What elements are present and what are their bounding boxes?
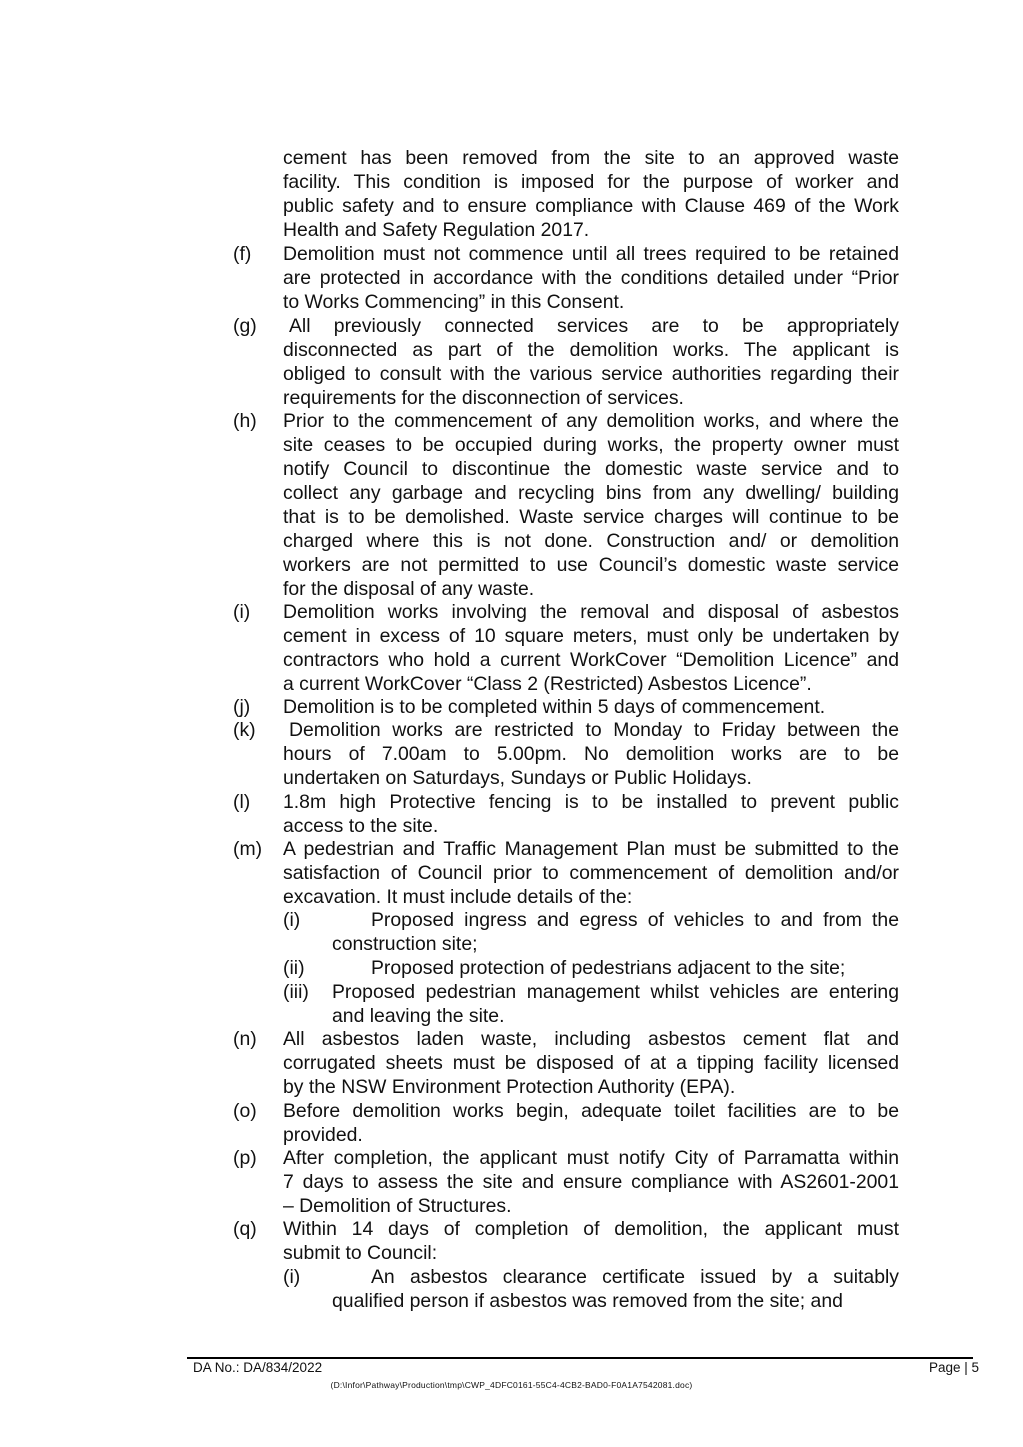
sub-item-label: (i) bbox=[283, 909, 301, 931]
condition-line: corrugated sheets must be disposed of at a tipping facility licensed bbox=[283, 1052, 899, 1074]
sub-item-label: (i) bbox=[283, 1266, 301, 1288]
condition-label: (k) bbox=[233, 719, 256, 741]
condition-line: All previously connected services are to be appropriately bbox=[289, 315, 899, 337]
condition-label: (q) bbox=[233, 1218, 257, 1240]
condition-line: charged where this is not done. Construction and/ or demolition bbox=[283, 530, 899, 552]
condition-line: Demolition works are restricted to Monday to Friday between the bbox=[289, 719, 899, 741]
condition-line: disconnected as part of the demolition works. The applicant is bbox=[283, 339, 899, 361]
sub-item-line: construction site; bbox=[332, 933, 478, 955]
condition-line: cement in excess of 10 square meters, must only be undertaken by bbox=[283, 625, 899, 647]
sub-item-line: Proposed ingress and egress of vehicles to and from the bbox=[371, 909, 899, 931]
condition-line: provided. bbox=[283, 1124, 363, 1146]
footer-page-number: Page | 5 bbox=[928, 1360, 979, 1375]
condition-line: site ceases to be occupied during works, the property owner must bbox=[283, 434, 899, 456]
sub-item-line: Proposed pedestrian management whilst vehicles are entering bbox=[332, 981, 899, 1003]
condition-line: All asbestos laden waste, including asbestos cement flat and bbox=[283, 1028, 899, 1050]
condition-label: (m) bbox=[233, 838, 263, 860]
condition-label: (o) bbox=[233, 1100, 257, 1122]
sub-item-label: (iii) bbox=[283, 981, 309, 1003]
sub-item-label: (ii) bbox=[283, 957, 305, 979]
condition-line: undertaken on Saturdays, Sundays or Public Holidays. bbox=[283, 767, 752, 789]
condition-line: requirements for the disconnection of services. bbox=[283, 387, 684, 409]
condition-line: Demolition works involving the removal and disposal of asbestos bbox=[283, 601, 899, 623]
condition-line: collect any garbage and recycling bins from any dwelling/ building bbox=[283, 482, 899, 504]
condition-line: notify Council to discontinue the domestic waste service and to bbox=[283, 458, 899, 480]
condition-label: (j) bbox=[233, 696, 251, 718]
condition-line: a current WorkCover “Class 2 (Restricted) Asbestos Licence”. bbox=[283, 673, 812, 695]
condition-line: hours of 7.00am to 5.00pm. No demolition works are to be bbox=[283, 743, 899, 765]
paragraph-line: public safety and to ensure compliance with Clause 469 of the Work bbox=[283, 195, 899, 217]
condition-label: (i) bbox=[233, 601, 251, 623]
condition-line: access to the site. bbox=[283, 815, 439, 837]
sub-item-line: Proposed protection of pedestrians adjacent to the site; bbox=[371, 957, 846, 979]
condition-line: After completion, the applicant must notify City of Parramatta within bbox=[283, 1147, 899, 1169]
footer-file-path: (D:\Infor\Pathway\Production\tmp\CWP_4DFC0161-55C4-4CB2-BAD0-F0A1A7542081.doc) bbox=[330, 1380, 693, 1390]
condition-line: submit to Council: bbox=[283, 1242, 438, 1264]
condition-label: (p) bbox=[233, 1147, 257, 1169]
condition-line: Prior to the commencement of any demolition works, and where the bbox=[283, 410, 899, 432]
sub-item-line: qualified person if asbestos was removed from the site; and bbox=[332, 1290, 843, 1312]
condition-line: workers are not permitted to use Council’s domestic waste service bbox=[283, 554, 899, 576]
condition-line: Within 14 days of completion of demolition, the applicant must bbox=[283, 1218, 899, 1240]
condition-label: (h) bbox=[233, 410, 257, 432]
condition-line: excavation. It must include details of the: bbox=[283, 886, 633, 908]
condition-line: to Works Commencing” in this Consent. bbox=[283, 291, 625, 313]
condition-label: (g) bbox=[233, 315, 257, 337]
condition-line: satisfaction of Council prior to commencement of demolition and/or bbox=[283, 862, 899, 884]
sub-item-line: An asbestos clearance certificate issued by a suitably bbox=[371, 1266, 899, 1288]
condition-line: Before demolition works begin, adequate toilet facilities are to be bbox=[283, 1100, 899, 1122]
paragraph-line: cement has been removed from the site to an approved waste bbox=[283, 147, 899, 169]
condition-line: 7 days to assess the site and ensure compliance with AS2601-2001 bbox=[283, 1171, 899, 1193]
condition-label: (f) bbox=[233, 243, 252, 265]
condition-line: that is to be demolished. Waste service charges will continue to be bbox=[283, 506, 899, 528]
condition-line: Demolition must not commence until all trees required to be retained bbox=[283, 243, 899, 265]
condition-line: for the disposal of any waste. bbox=[283, 578, 535, 600]
condition-label: (n) bbox=[233, 1028, 257, 1050]
condition-line: A pedestrian and Traffic Management Plan must be submitted to the bbox=[283, 838, 899, 860]
condition-line: 1.8m high Protective fencing is to be installed to prevent public bbox=[283, 791, 899, 813]
sub-item-line: and leaving the site. bbox=[332, 1005, 505, 1027]
condition-line: – Demolition of Structures. bbox=[283, 1195, 512, 1217]
condition-line: obliged to consult with the various service authorities regarding their bbox=[283, 363, 899, 385]
condition-line: contractors who hold a current WorkCover “Demolition Licence” and bbox=[283, 649, 899, 671]
paragraph-line: facility. This condition is imposed for the purpose of worker and bbox=[283, 171, 899, 193]
condition-line: Demolition is to be completed within 5 days of commencement. bbox=[283, 696, 826, 718]
condition-line: are protected in accordance with the conditions detailed under “Prior bbox=[283, 267, 899, 289]
condition-label: (l) bbox=[233, 791, 251, 813]
paragraph-line: Health and Safety Regulation 2017. bbox=[283, 219, 590, 241]
footer-da-number: DA No.: DA/834/2022 bbox=[193, 1360, 323, 1375]
condition-line: by the NSW Environment Protection Authority (EPA). bbox=[283, 1076, 736, 1098]
